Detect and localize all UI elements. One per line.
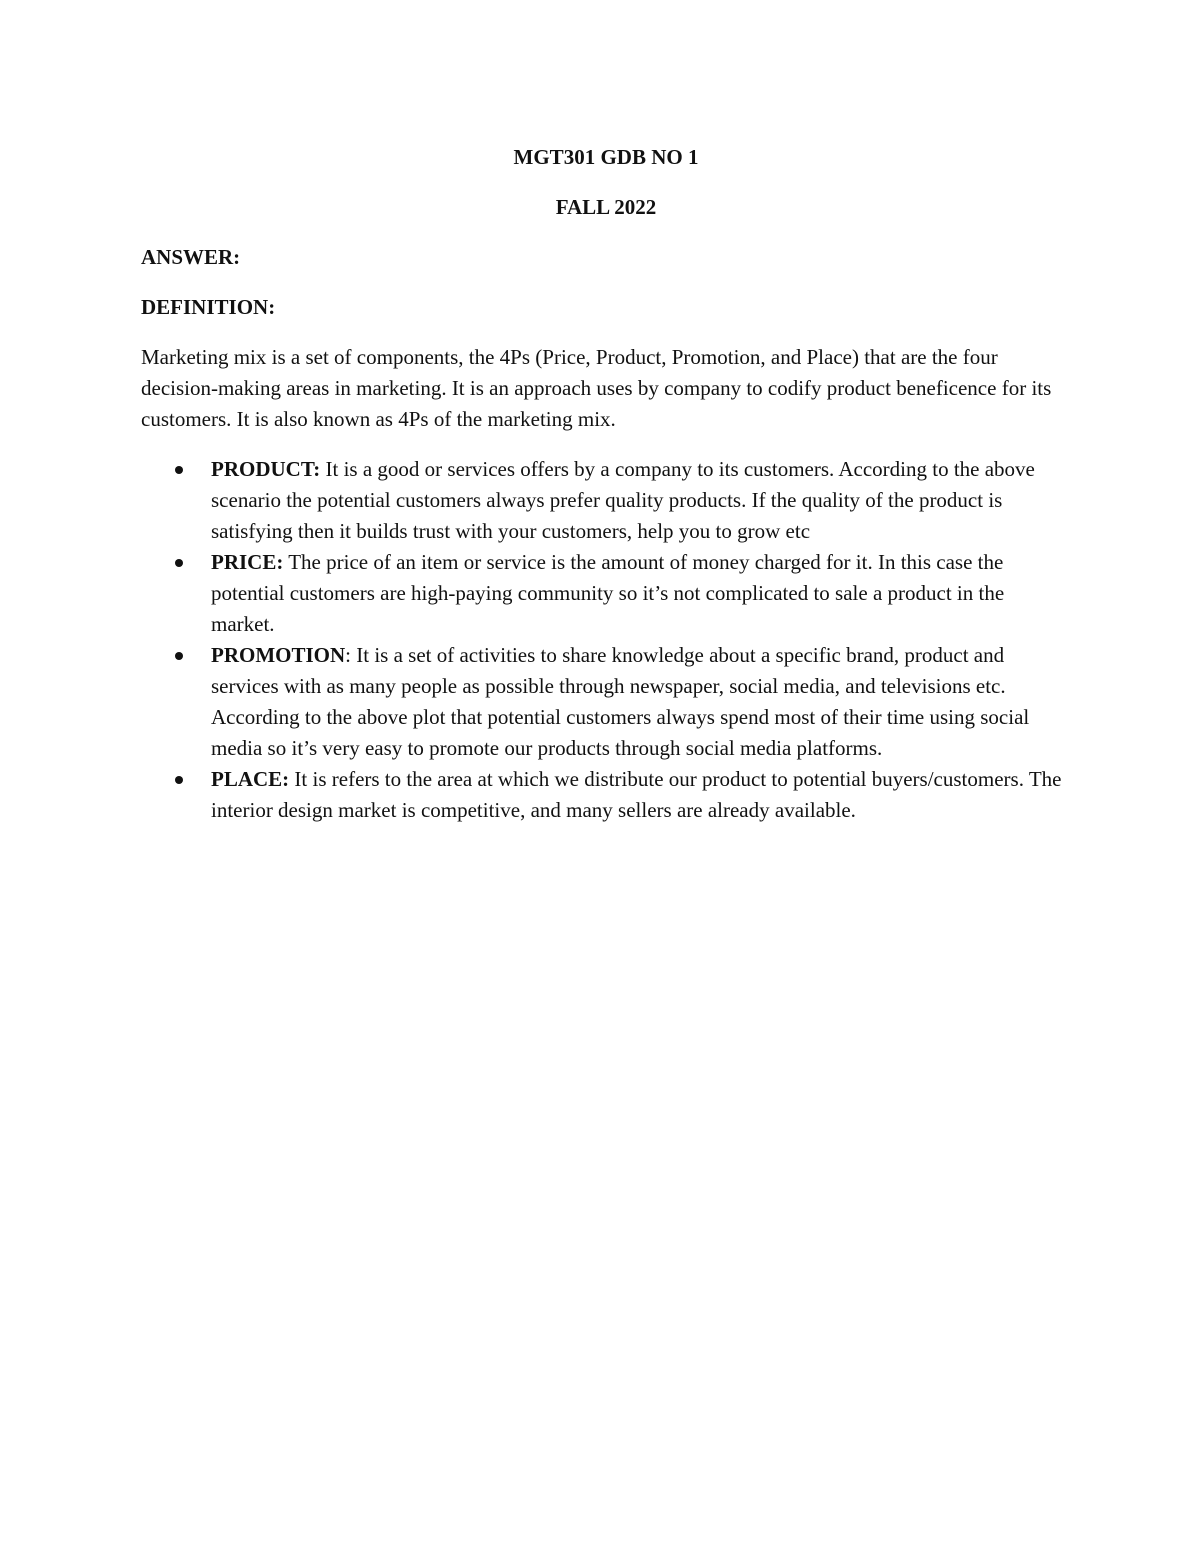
list-item-product — [141, 454, 1071, 547]
bullet-text: The price of an item or service is the amount of money charged for it. In this case the potential customers are high-paying community so it’s not complicated to sale a product in the market. — [211, 550, 1005, 636]
list-item-promotion — [141, 640, 1071, 764]
bullet-icon — [175, 466, 183, 474]
list-item-price — [141, 547, 1071, 640]
bullet-label: PROMOTION — [211, 643, 346, 667]
definition-paragraph: Marketing mix is a set of components, the 4Ps (Price, Product, Promotion, and Place) that are the four decision-making areas in marketing. It is an approach uses by company to codify product beneficence for its customers. It is also known as 4Ps of the marketing mix. — [141, 345, 1052, 431]
list-item-place — [141, 764, 1071, 826]
bullet-label: PLACE: — [211, 767, 290, 791]
document-content — [141, 142, 1071, 826]
bullet-label: PRICE: — [211, 550, 284, 574]
bullet-text: It is refers to the area at which we distribute our product to potential buyers/customers. The interior design market is competitive, and many sellers are already available. — [211, 767, 1062, 822]
bullet-text: : It is a set of activities to share knowledge about a specific brand, product and services with as many people as possible through newspaper, social media, and televisions etc. According to the above plot that potential customers always spend most of their time using social media so it’s very easy to promote our products through social media platforms. — [211, 643, 1030, 760]
document-title: MGT301 GDB NO 1 — [513, 145, 699, 169]
marketing-mix-list — [141, 454, 1071, 826]
answer-heading: ANSWER: — [141, 245, 241, 269]
document-term: FALL 2022 — [555, 195, 657, 219]
bullet-icon — [175, 776, 183, 784]
bullet-icon — [175, 652, 183, 660]
definition-heading: DEFINITION: — [141, 295, 276, 319]
bullet-text: It is a good or services offers by a company to its customers. According to the above scenario the potential customers always prefer quality products. If the quality of the product is satisfying then it builds trust with your customers, help you to grow etc — [211, 457, 1035, 543]
bullet-label: PRODUCT: — [211, 457, 321, 481]
bullet-icon — [175, 559, 183, 567]
